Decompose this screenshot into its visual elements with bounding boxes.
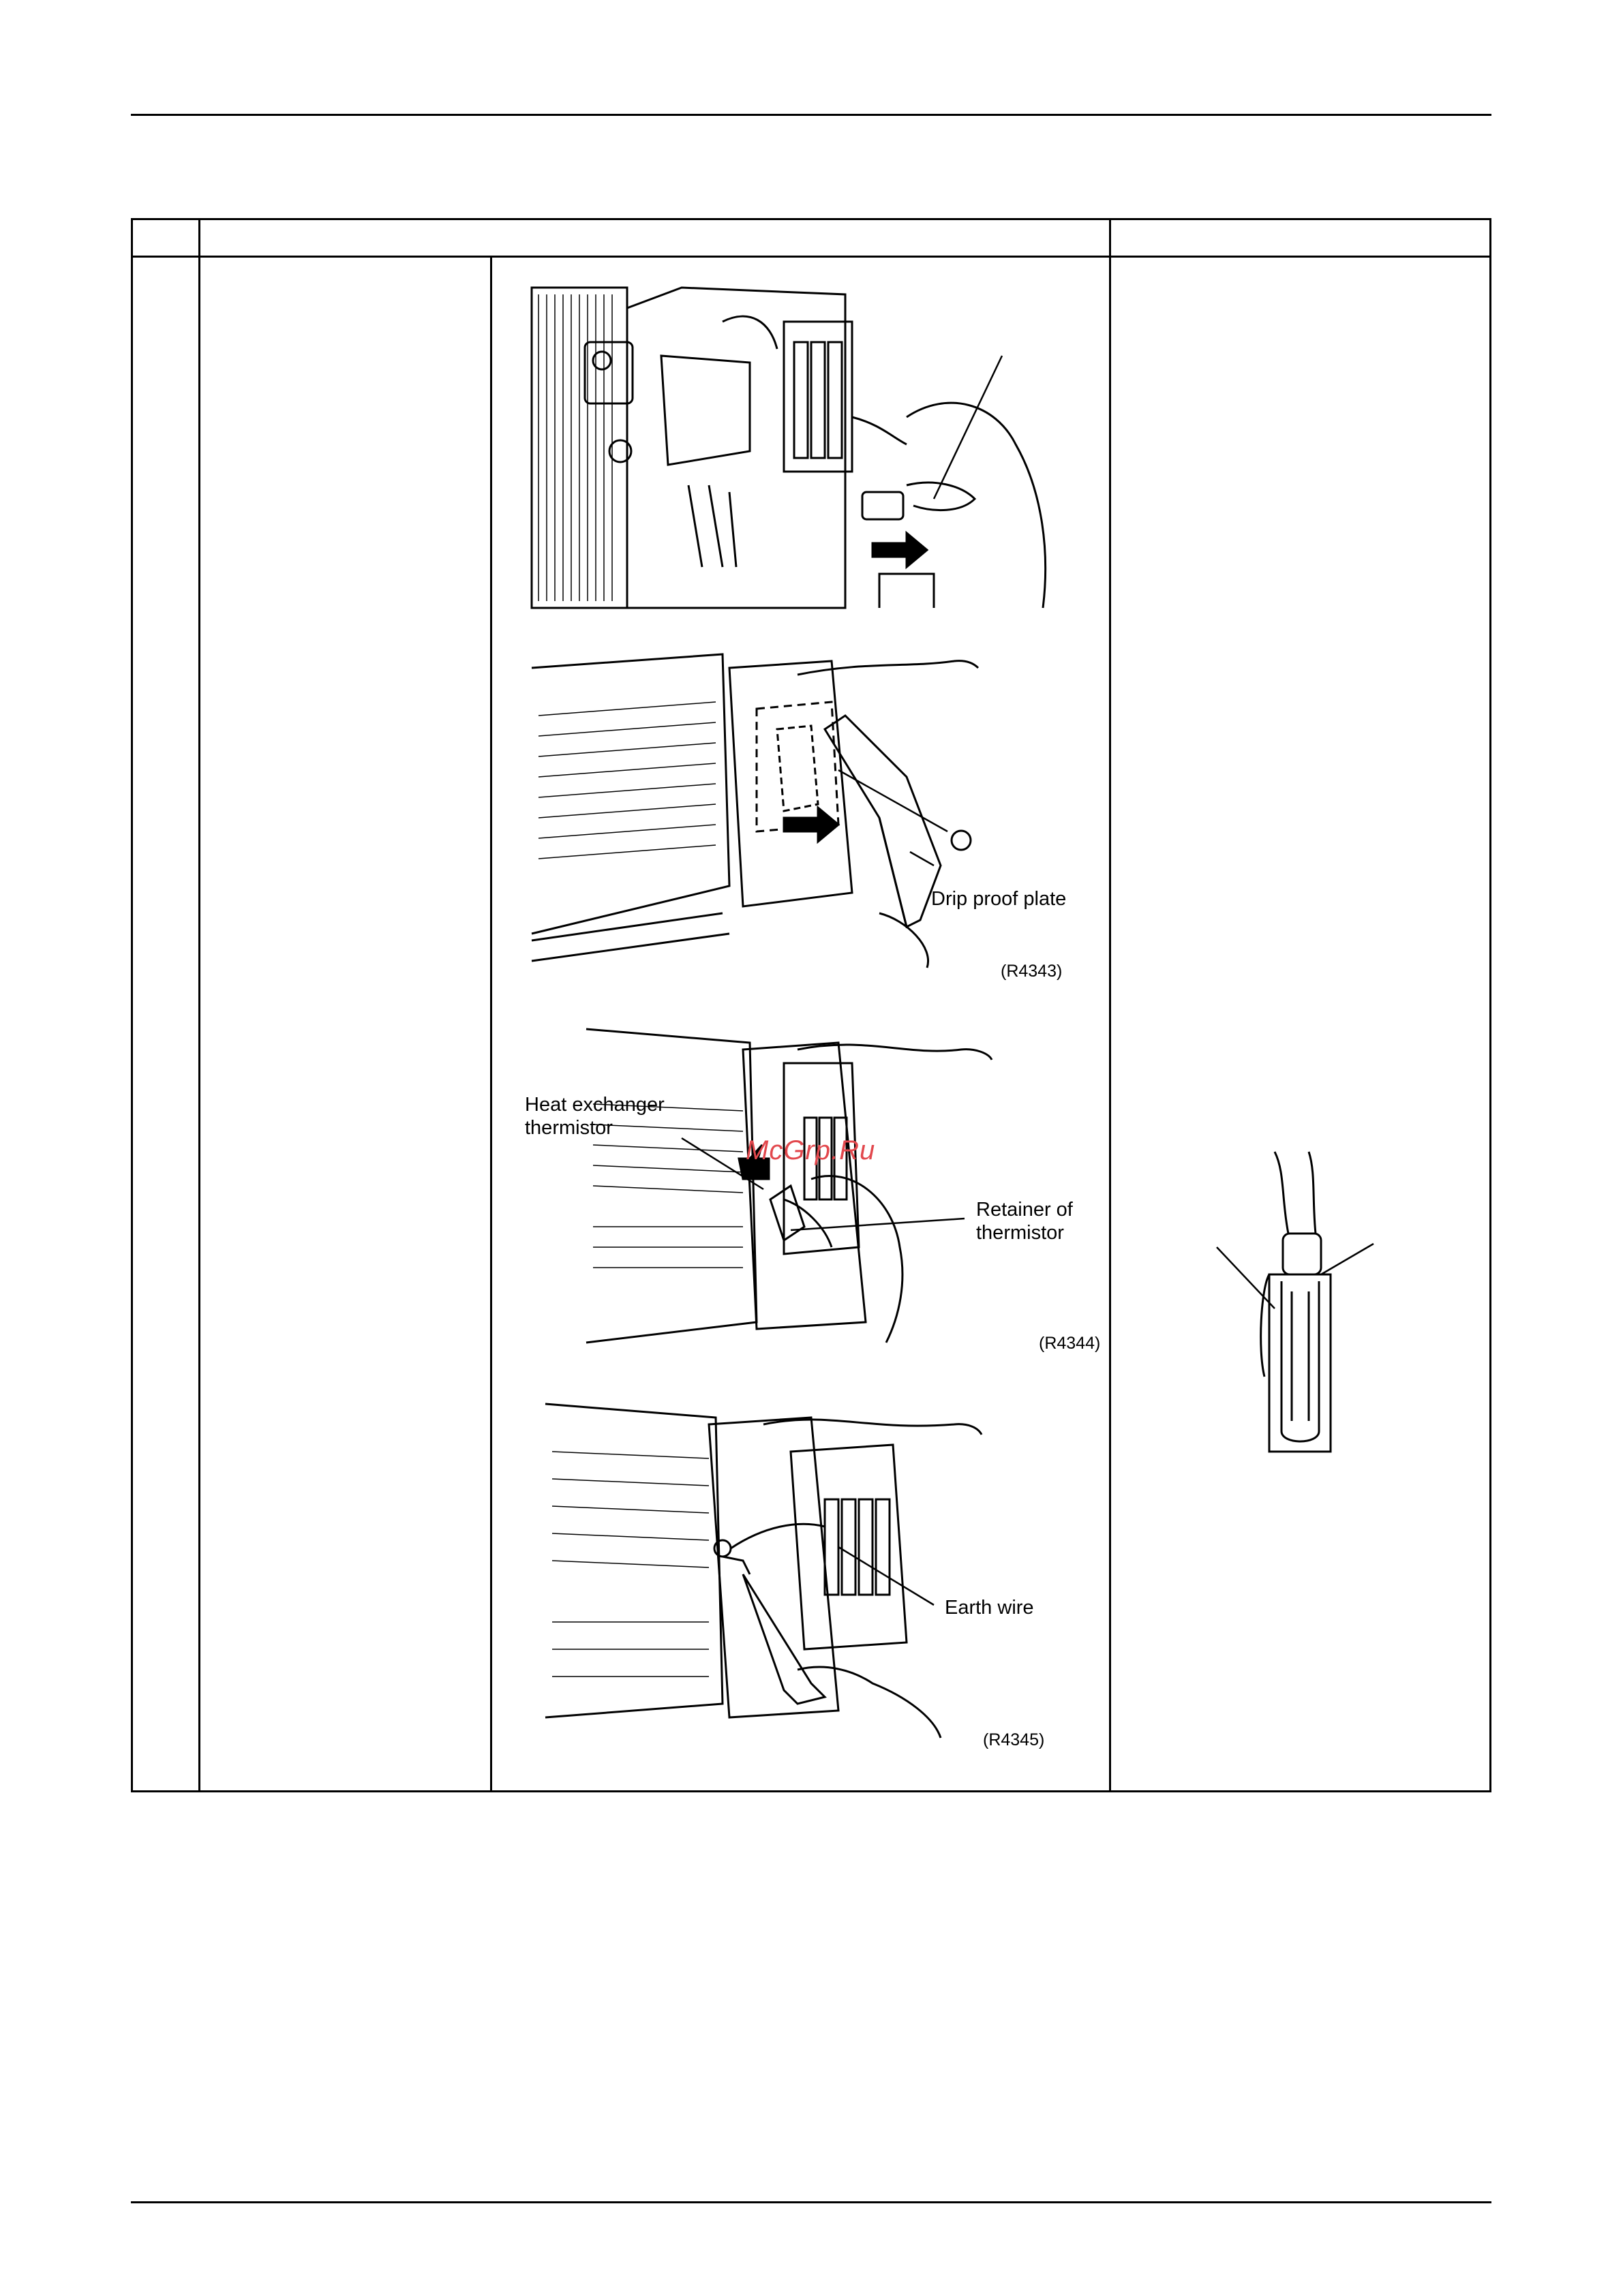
heat-exchanger-label-line1: Heat exchanger — [525, 1094, 665, 1116]
column-divider-2 — [1109, 220, 1111, 1790]
retainer-label-line2: thermistor — [976, 1222, 1064, 1244]
watermark: McGrp.Ru — [746, 1135, 876, 1165]
retainer-label-line1: Retainer of — [976, 1199, 1073, 1221]
figure-connector-removal — [525, 281, 1084, 615]
figure-ref-r4345: (R4345) — [983, 1730, 1045, 1749]
heat-exchanger-label-line2: thermistor — [525, 1117, 613, 1139]
figure-drip-proof-plate — [525, 647, 1057, 975]
figure-earth-wire — [539, 1397, 1070, 1751]
column-divider-1 — [198, 220, 200, 1790]
header-row-divider — [133, 256, 1489, 258]
figure-ref-r4344: (R4344) — [1039, 1334, 1101, 1353]
figure-heat-exchanger-thermistor — [579, 1022, 1111, 1349]
earth-wire-label: Earth wire — [945, 1597, 1034, 1619]
header-rule — [131, 114, 1491, 116]
drip-proof-plate-label: Drip proof plate — [931, 888, 1067, 910]
footer-rule — [131, 2201, 1491, 2203]
column-divider-3 — [490, 256, 492, 1790]
figure-thermistor-retainer — [1207, 1145, 1391, 1472]
figure-ref-r4343: (R4343) — [1001, 962, 1063, 981]
